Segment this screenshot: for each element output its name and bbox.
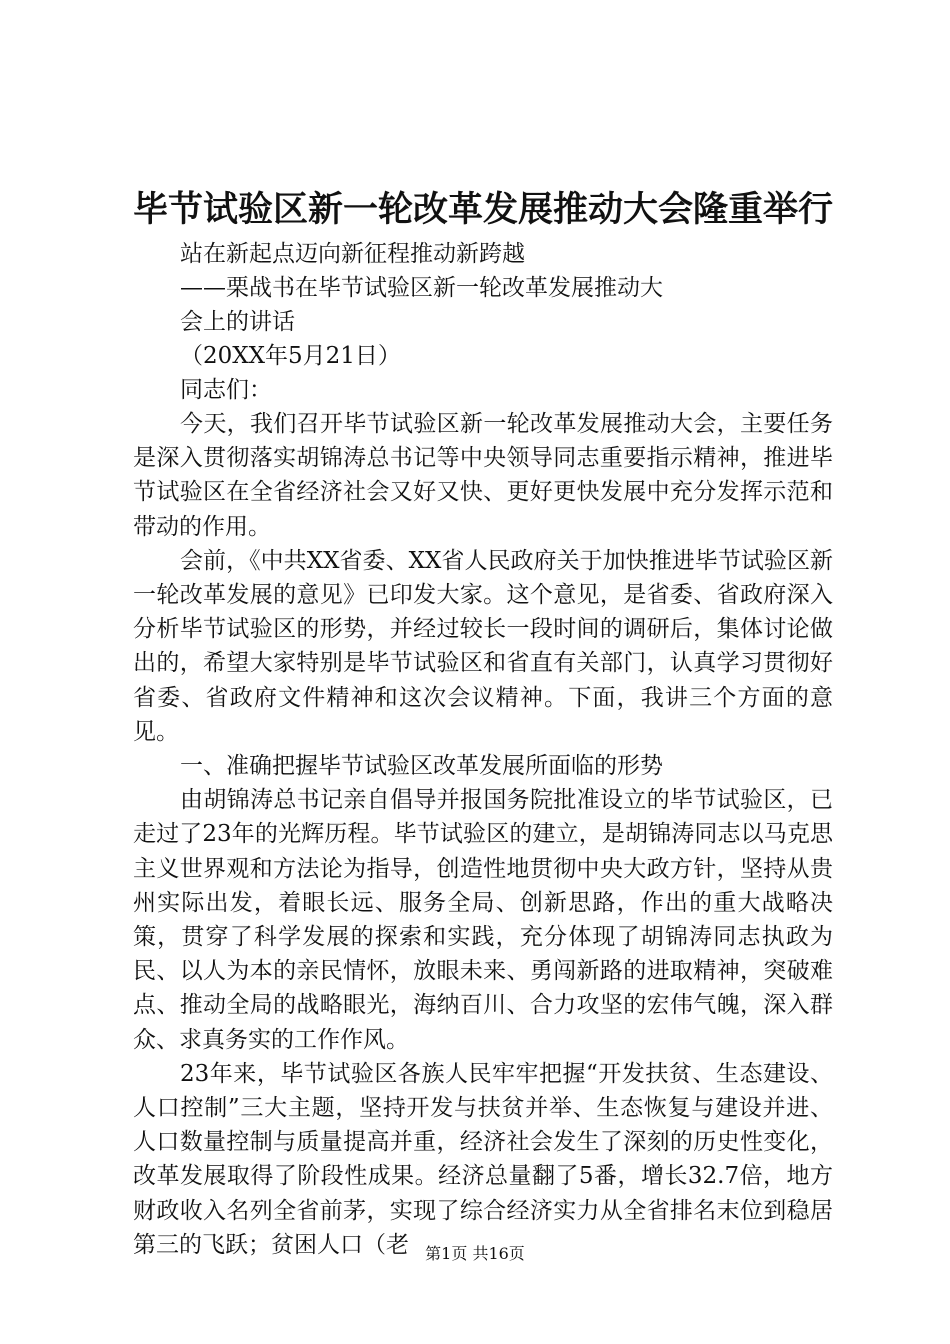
speech-byline: ——栗战书在毕节试验区新一轮改革发展推动大 — [180, 275, 663, 301]
paragraph: 23年来，毕节试验区各族人民牢牢把握“开发扶贫、生态建设、人口控制”三大主题，坚持开发与扶贫并举、生态恢复与建设并进、人口数量控制与质量提高并重，经济社会发生了深刻的历史性变化，改革发展取得了阶段性成果。经济总量翻了5番，增长32.7倍，地方财政收入名列全省前茅，实现了综合经济实力从全省排名末位到稳居第三的飞跃；贫困人口（老 — [133, 1060, 833, 1258]
page-number: 第1页 共16页 — [425, 1244, 525, 1263]
paragraph: 会前，《中共XX省委、XX省人民政府关于加快推进毕节试验区新一轮改革发展的意见》已印发大家。这个意见，是省委、省政府深入分析毕节试验区的形势，并经过较长一段时间的调研后，集体讨论做出的，希望大家特别是毕节试验区和省直有关部门，认真学习贯彻好省委、省政府文件精神和这次会议精神。下面，我讲三个方面的意见。 — [133, 547, 833, 745]
section-heading: 一、准确把握毕节试验区改革发展所面临的形势 — [180, 753, 663, 780]
speech-subtitle: 站在新起点迈向新征程推动新跨越 — [180, 241, 525, 267]
salutation: 同志们： — [180, 377, 272, 403]
speech-byline-continued: 会上的讲话 — [180, 309, 295, 335]
document-title: 毕节试验区新一轮改革发展推动大会隆重举行 — [133, 189, 834, 230]
speech-date: （20XX年5月21日） — [180, 343, 401, 369]
paragraph: 今天，我们召开毕节试验区新一轮改革发展推动大会，主要任务是深入贯彻落实胡锦涛总书记等中央领导同志重要指示精神，推进毕节试验区在全省经济社会又好又快、更好更快发展中充分发挥示范和带动的作用。 — [133, 411, 833, 540]
speech-body — [133, 407, 833, 1262]
paragraph: 由胡锦涛总书记亲自倡导并报国务院批准设立的毕节试验区，已走过了23年的光辉历程。毕节试验区的建立，是胡锦涛同志以马克思主义世界观和方法论为指导，创造性地贯彻中央大政方针，坚持从贵州实际出发，着眼长远、服务全局、创新思路，作出的重大战略决策，贯穿了科学发展的探索和实践，充分体现了胡锦涛同志执政为民、以人为本的亲民情怀，放眼未来、勇闯新路的进取精神，突破难点、推动全局的战略眼光，海纳百川、合力攻坚的宏伟气魄，深入群众、求真务实的工作作风。 — [133, 787, 833, 1053]
